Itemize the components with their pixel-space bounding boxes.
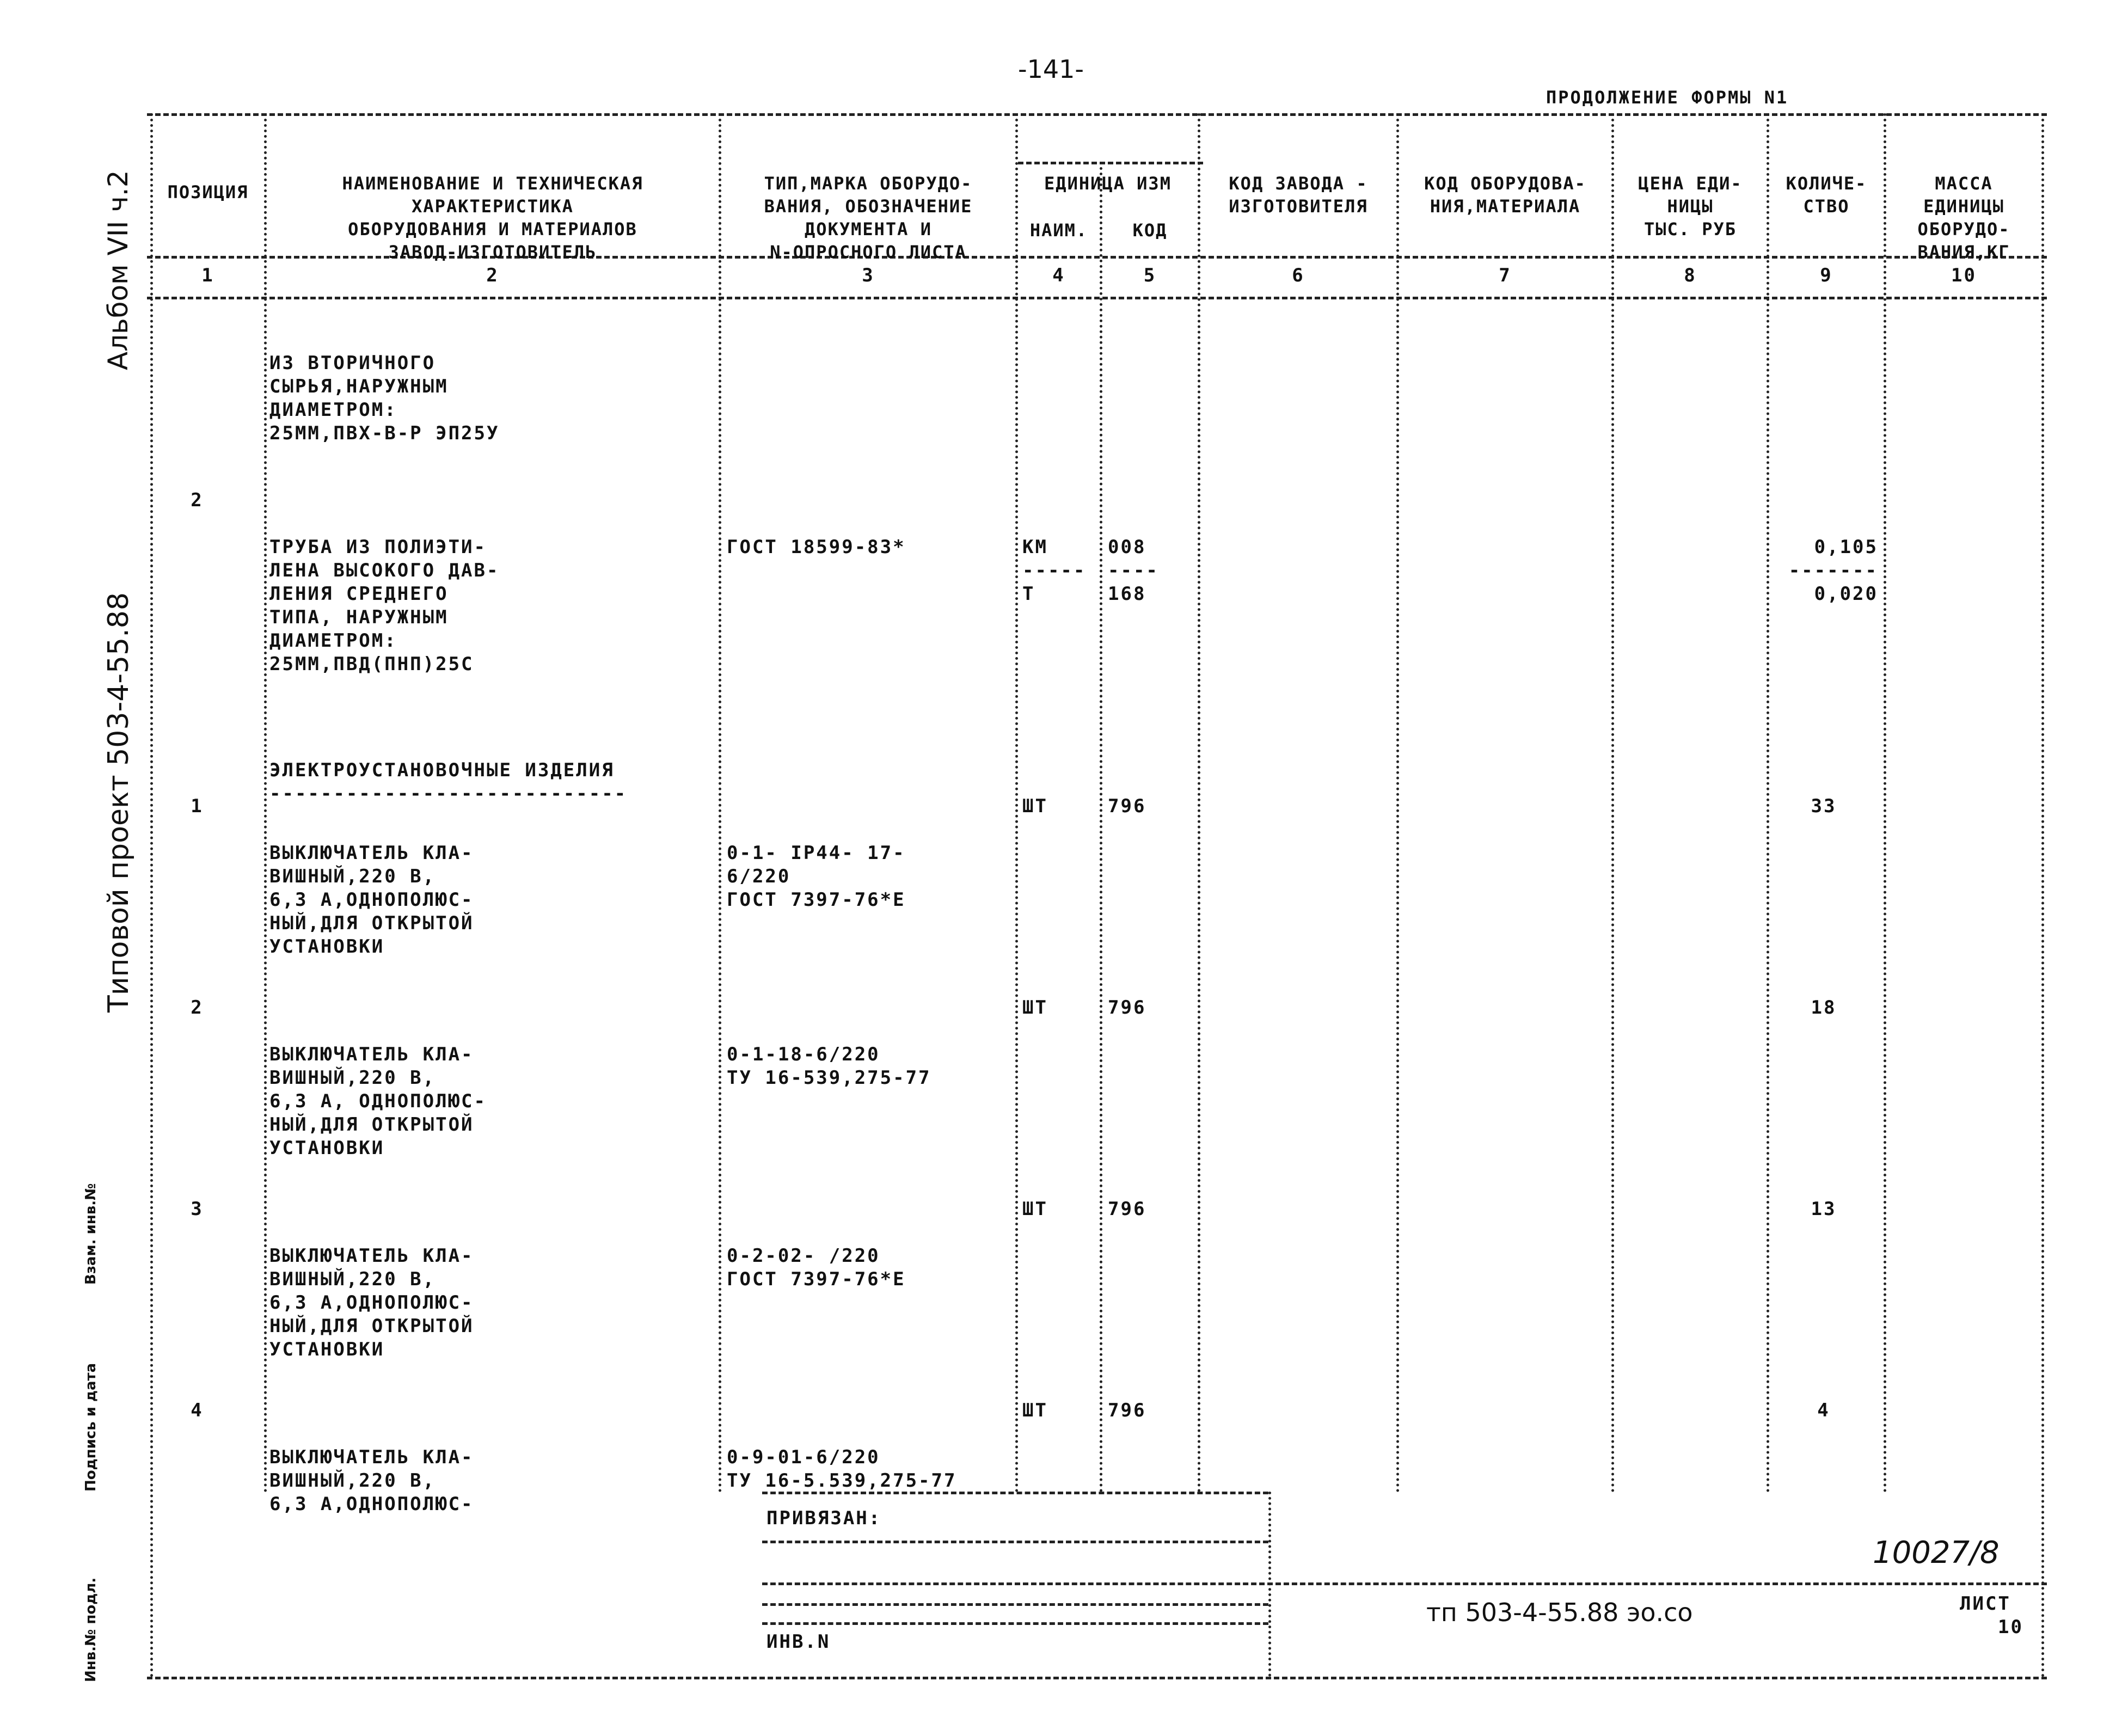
footer-privyazan: ПРИВЯЗАН:	[766, 1507, 882, 1529]
row-1-code: 008 ---- 168	[1108, 536, 1159, 605]
row-2-section-heading: ЭЛЕКТРОУСТАНОВОЧНЫЕ ИЗДЕЛИЯ ----------------------------	[269, 759, 628, 805]
row-1-name: ТРУБА ИЗ ПОЛИЭТИ- ЛЕНА ВЫСОКОГО ДАВ- ЛЕНИЯ СРЕДНЕГО ТИПА, НАРУЖНЫМ ДИАМЕТРОМ: 25ММ,ПВД(ПНП)25С	[269, 536, 500, 675]
stamp-inv-podl: Инв.№ подл.	[83, 1577, 99, 1682]
header-unit-name: НАИМ.	[1029, 220, 1088, 241]
header-price: ЦЕНА ЕДИ- НИЦЫ ТЫС. РУБ	[1638, 173, 1743, 240]
col-sep-1	[264, 113, 267, 1493]
header-unit: ЕДИНИЦА ИЗМ	[1044, 173, 1172, 194]
rule-bottom	[147, 1677, 2047, 1679]
rule-footer-5	[762, 1622, 1268, 1625]
row-6-pos: 4	[191, 1400, 204, 1421]
row-1-type: ГОСТ 18599-83*	[727, 536, 906, 558]
row-5-type: 0-2-02- /220 ГОСТ 7397-76*Е	[727, 1245, 906, 1290]
colnum-10: 10	[1951, 265, 1977, 286]
row-4-code: 796	[1108, 997, 1146, 1019]
footer-sep-a	[1268, 1492, 1271, 1677]
header-type: ТИП,МАРКА ОБОРУДО- ВАНИЯ, ОБОЗНАЧЕНИЕ ДОКУМЕНТА И N-ОПРОСНОГО ЛИСТА	[764, 173, 973, 262]
row-5-code: 796	[1108, 1198, 1146, 1220]
album-label: Альбом VII ч.2	[102, 170, 134, 370]
row-4-qty: 18	[1811, 997, 1837, 1019]
row-3-name: ВЫКЛЮЧАТЕЛЬ КЛА- ВИШНЫЙ,220 В, 6,3 А,ОДНОПОЛЮС- НЫЙ,ДЛЯ ОТКРЫТОЙ УСТАНОВКИ	[269, 842, 474, 958]
colnum-8: 8	[1684, 265, 1697, 286]
col-sep-7	[1611, 113, 1614, 1493]
footer-sheet-number: 10	[1998, 1616, 2023, 1638]
col-edge-left	[150, 113, 153, 1678]
colnum-6: 6	[1292, 265, 1305, 286]
continuation-label: ПРОДОЛЖЕНИЕ ФОРМЫ N1	[1546, 87, 1789, 108]
footer-sheet-label: ЛИСТ	[1960, 1593, 2011, 1615]
colnum-2: 2	[486, 265, 499, 286]
row-5-name: ВЫКЛЮЧАТЕЛЬ КЛА- ВИШНЫЙ,220 В, 6,3 А,ОДНОПОЛЮС- НЫЙ,ДЛЯ ОТКРЫТОЙ УСТАНОВКИ	[269, 1245, 474, 1360]
row-5-pos: 3	[191, 1198, 204, 1220]
col-sep-9	[1884, 113, 1886, 1493]
colnum-4: 4	[1052, 265, 1065, 286]
rule-colnum-bottom	[147, 297, 2047, 299]
rule-footer-2	[762, 1541, 1268, 1543]
colnum-9: 9	[1820, 265, 1833, 286]
row-3-qty: 33	[1811, 795, 1837, 817]
colnum-5: 5	[1143, 265, 1157, 286]
row-3-pos: 1	[191, 795, 204, 817]
row-4-unit: ШТ	[1022, 997, 1048, 1019]
row-1-qty: 0,105 ------- 0,020	[1788, 536, 1878, 605]
col-sep-6	[1396, 113, 1399, 1493]
document-code: тп 503-4-55.88 эо.со	[1426, 1598, 1693, 1627]
header-position: ПОЗИЦИЯ	[167, 182, 249, 203]
row-4-name: ВЫКЛЮЧАТЕЛЬ КЛА- ВИШНЫЙ,220 В, 6,3 А, ОДНОПОЛЮС- НЫЙ,ДЛЯ ОТКРЫТОЙ УСТАНОВКИ	[269, 1044, 487, 1159]
row-3-unit: ШТ	[1022, 795, 1048, 817]
col-sep-5	[1198, 113, 1200, 1493]
header-equipment-code: КОД ОБОРУДОВА- НИЯ,МАТЕРИАЛА	[1424, 173, 1586, 217]
col-sep-3	[1015, 113, 1018, 1493]
col-edge-right	[2041, 113, 2044, 1678]
row-6-code: 796	[1108, 1400, 1146, 1421]
colnum-7: 7	[1499, 265, 1512, 286]
row-6-qty: 4	[1817, 1400, 1830, 1421]
row-1-unit: КМ ----- Т	[1022, 536, 1087, 605]
row-4-pos: 2	[191, 997, 204, 1019]
row-5-unit: ШТ	[1022, 1198, 1048, 1220]
row-6-name: ВЫКЛЮЧАТЕЛЬ КЛА- ВИШНЫЙ,220 В, 6,3 А,ОДНОПОЛЮС-	[269, 1446, 474, 1515]
row-6-unit: ШТ	[1022, 1400, 1048, 1421]
header-quantity: КОЛИЧЕ- СТВО	[1786, 173, 1867, 217]
row-5-qty: 13	[1811, 1198, 1837, 1220]
rule-footer-3	[762, 1582, 2047, 1585]
col-sep-4	[1100, 162, 1102, 1493]
row-0-name: ИЗ ВТОРИЧНОГО СЫРЬЯ,НАРУЖНЫМ ДИАМЕТРОМ: 25ММ,ПВХ-В-Р ЭП25У	[269, 352, 500, 444]
rule-top	[147, 113, 2047, 116]
rule-footer-4	[762, 1603, 1268, 1606]
page-number: -141-	[1018, 54, 1084, 84]
stamp-vzam-inv: Взам. инв.№	[83, 1183, 99, 1285]
row-3-code: 796	[1108, 795, 1146, 817]
footer-inv: ИНВ.N	[766, 1631, 831, 1653]
header-unit-code: КОД	[1132, 220, 1168, 241]
header-name: НАИМЕНОВАНИЕ И ТЕХНИЧЕСКАЯ ХАРАКТЕРИСТИКА ОБОРУДОВАНИЯ И МАТЕРИАЛОВ ЗАВОД-ИЗГОТОВИТЕЛЬ	[342, 173, 643, 262]
col-sep-2	[719, 113, 721, 1493]
stamp-podpis-data: Подпись и дата	[83, 1363, 99, 1492]
row-3-type: 0-1- IP44- 17- 6/220 ГОСТ 7397-76*Е	[727, 842, 906, 911]
header-factory-code: КОД ЗАВОДА - ИЗГОТОВИТЕЛЯ	[1229, 173, 1368, 217]
row-6-type: 0-9-01-6/220 ТУ 16-5.539,275-77	[727, 1446, 957, 1492]
colnum-1: 1	[201, 265, 214, 286]
footer-handwritten-number: 10027/8	[1873, 1535, 2000, 1571]
row-4-type: 0-1-18-6/220 ТУ 16-539,275-77	[727, 1044, 931, 1089]
header-mass: МАССА ЕДИНИЦЫ ОБОРУДО- ВАНИЯ,КГ	[1917, 173, 2010, 262]
row-1-pos: 2	[191, 489, 204, 511]
project-label: Типовой проект 503-4-55.88	[102, 592, 135, 1013]
colnum-3: 3	[862, 265, 875, 286]
